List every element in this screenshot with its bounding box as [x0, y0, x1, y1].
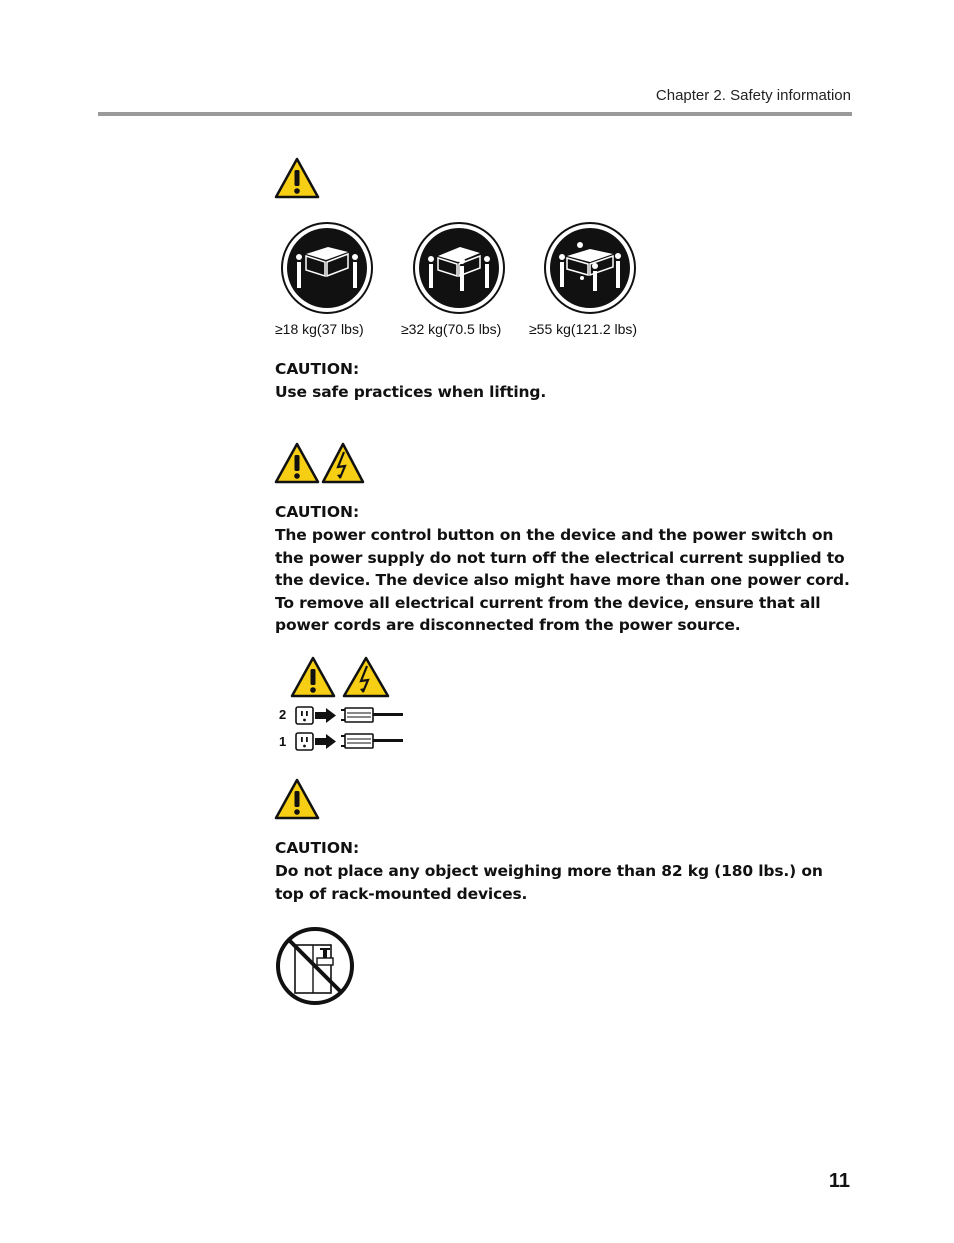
caution-text-lifting: Use safe practices when lifting. [275, 383, 547, 401]
weight-label-55kg: ≥55 kg(121.2 lbs) [529, 321, 638, 337]
electrical-hazard-icon [342, 656, 390, 698]
electrical-hazard-icon [321, 442, 365, 484]
weight-label-18kg: ≥18 kg(37 lbs) [275, 321, 364, 337]
unplug-cord-icon [294, 705, 406, 727]
lift-two-person-icon [280, 221, 374, 315]
weight-label-32kg: ≥32 kg(70.5 lbs) [401, 321, 502, 337]
page-number: 11 [828, 1170, 850, 1192]
no-object-on-rack-icon [274, 925, 356, 1007]
warning-triangle-icon [290, 656, 336, 698]
unplug-cord-icon [294, 731, 406, 753]
cord-number-1: 1 [279, 734, 287, 749]
chapter-header: Chapter 2. Safety information [655, 87, 851, 104]
cord-number-2: 2 [279, 707, 287, 722]
lift-three-person-icon [412, 221, 506, 315]
caution-label-rack: CAUTION: [275, 839, 360, 857]
caution-text-rack: Do not place any object weighing more than 82 kg (180 lbs.) on top of rack-mounted devices. [275, 862, 823, 903]
warning-triangle-icon [274, 778, 320, 820]
header-rule [98, 112, 852, 116]
warning-triangle-icon [274, 442, 320, 484]
caution-label-power: CAUTION: [275, 503, 360, 521]
lift-four-person-icon [543, 221, 637, 315]
caution-text-power: The power control button on the device and the power switch on the power supply do not turn off the electrical current supplied to the device. The device also might have more than one power cord. To remove all electrical current from the device, ensure that all power cords are disconnected from the power source. [275, 526, 850, 634]
caution-label-lifting: CAUTION: [275, 360, 360, 378]
warning-triangle-icon [274, 157, 320, 199]
